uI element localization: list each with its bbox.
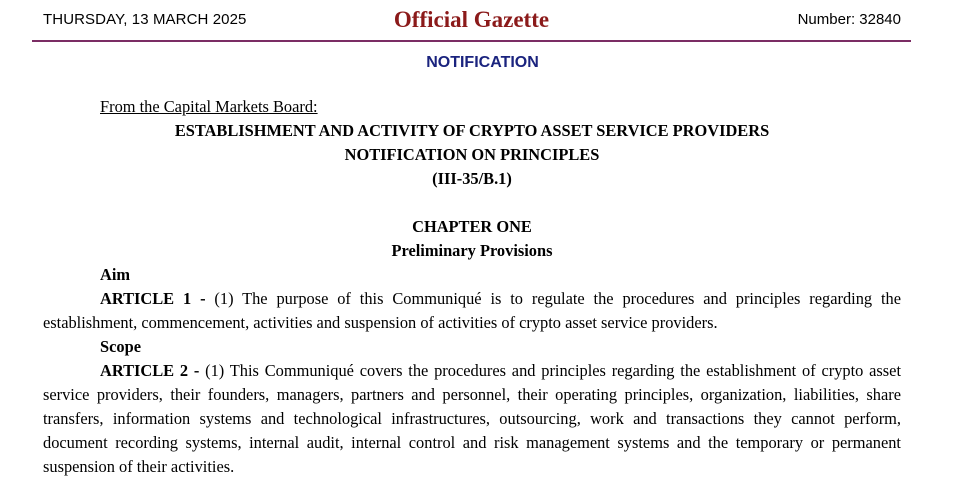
article-paragraph: [43, 359, 901, 479]
issue-number: Number: 32840: [797, 11, 901, 28]
chapter-subtitle: Preliminary Provisions: [391, 241, 553, 260]
article-paragraph: [43, 287, 901, 335]
chapter-title: CHAPTER ONE: [412, 217, 532, 236]
article-text: (1) This Communiqué covers the procedures and principles regarding the establishment of crypto asset service providers, their founders, managers, partners and personnel, their operating principles, organization, liabilities, share transfers, information systems and technological infrastructures, outsourcing, work and transactions they cannot perform, document recording systems, internal audit, internal control and risk management systems and the temporary or permanent suspension of their activities.: [43, 361, 901, 476]
section-heading: Scope: [100, 337, 141, 356]
doc-title-line-3: (III-35/B.1): [432, 169, 512, 188]
spacer: [43, 191, 901, 215]
article-label: ARTICLE 2 -: [100, 361, 200, 380]
issue-date: THURSDAY, 13 MARCH 2025: [43, 11, 247, 28]
document-body: [43, 95, 901, 479]
article-label: ARTICLE 1 -: [100, 289, 206, 308]
article-text: (1) The purpose of this Communiqué is to regulate the procedures and principles regarding the establishment, commencement, activities and suspension of activities of crypto asset service providers.: [43, 289, 901, 332]
doc-title-line-1: ESTABLISHMENT AND ACTIVITY OF CRYPTO ASSET SERVICE PROVIDERS: [174, 121, 770, 140]
gazette-header: [32, 0, 911, 42]
doc-title-line-2: NOTIFICATION ON PRINCIPLES: [344, 145, 600, 164]
notification-label: NOTIFICATION: [426, 54, 539, 71]
issuer-line: From the Capital Markets Board:: [100, 97, 318, 116]
section-heading: Aim: [100, 265, 131, 284]
gazette-title: Official Gazette: [393, 7, 550, 32]
